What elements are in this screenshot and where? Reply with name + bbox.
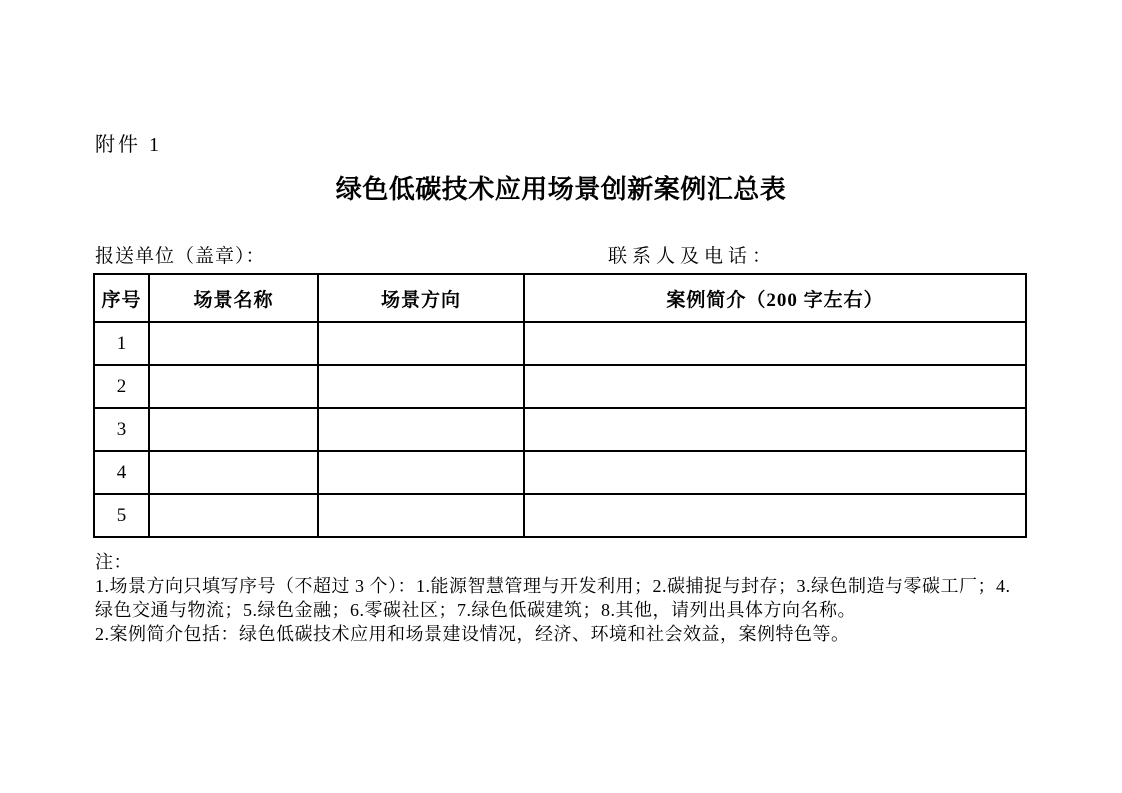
case-intro-cell[interactable] [524, 451, 1026, 494]
scenario-direction-cell[interactable] [318, 451, 524, 494]
case-intro-cell[interactable] [524, 408, 1026, 451]
serial-number-cell: 3 [94, 408, 149, 451]
case-intro-cell[interactable] [524, 365, 1026, 408]
scenario-name-cell[interactable] [149, 322, 318, 365]
scenario-name-cell[interactable] [149, 365, 318, 408]
header-case-intro: 案例简介（200 字左右） [524, 274, 1026, 322]
reporting-unit-label: 报送单位（盖章）： [95, 246, 266, 267]
table-row [94, 451, 1026, 494]
note-line-1: 1.场景方向只填写序号（不超过 3 个）：1.能源智慧管理与开发利用；2.碳捕捉与封存；3.绿色制造与零碳工厂；4. [95, 576, 1011, 596]
table-header-row [94, 274, 1026, 322]
serial-number-cell: 2 [94, 365, 149, 408]
table-row [94, 408, 1026, 451]
scenario-direction-cell[interactable] [318, 494, 524, 537]
note-line-2: 绿色交通与物流；5.绿色金融；6.零碳社区；7.绿色低碳建筑；8.其他，请列出具体方向名称。 [95, 600, 856, 620]
case-intro-cell[interactable] [524, 322, 1026, 365]
table-row [94, 365, 1026, 408]
case-summary-table [93, 273, 1027, 538]
scenario-direction-cell[interactable] [318, 322, 524, 365]
notes-section [95, 550, 1117, 646]
page-title: 绿色低碳技术应用场景创新案例汇总表 [335, 174, 787, 204]
scenario-direction-cell[interactable] [318, 408, 524, 451]
serial-number-cell: 1 [94, 322, 149, 365]
header-serial-number: 序号 [94, 274, 149, 322]
header-scenario-name: 场景名称 [149, 274, 318, 322]
notes-label: 注： [95, 552, 132, 572]
scenario-direction-cell[interactable] [318, 365, 524, 408]
serial-number-cell: 4 [94, 451, 149, 494]
header-scenario-direction: 场景方向 [318, 274, 524, 322]
scenario-name-cell[interactable] [149, 451, 318, 494]
contact-label: 联系人及电话： [608, 246, 777, 267]
table-row [94, 322, 1026, 365]
scenario-name-cell[interactable] [149, 408, 318, 451]
scenario-name-cell[interactable] [149, 494, 318, 537]
serial-number-cell: 5 [94, 494, 149, 537]
note-line-3: 2.案例简介包括：绿色低碳技术应用和场景建设情况，经济、环境和社会效益，案例特色等。 [95, 624, 850, 644]
table-row [94, 494, 1026, 537]
case-intro-cell[interactable] [524, 494, 1026, 537]
attachment-label: 附件 1 [95, 134, 162, 156]
